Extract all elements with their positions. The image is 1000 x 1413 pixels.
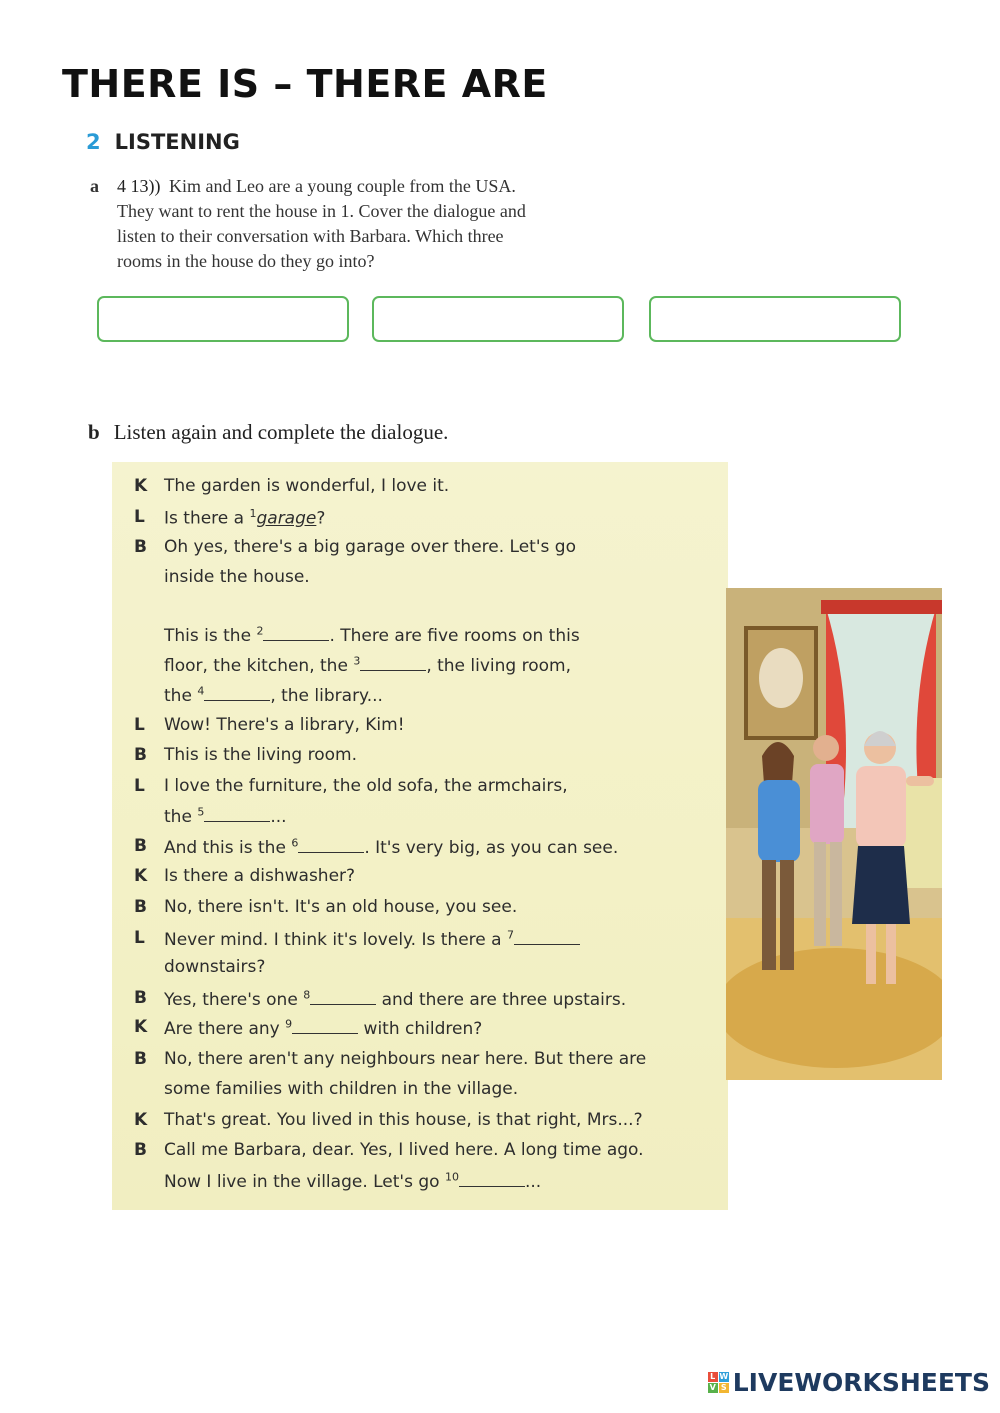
dialogue-text-part: Call me Barbara, dear. Yes, I lived here. A long time ago.	[164, 1140, 644, 1160]
page-title: THERE IS – THERE ARE	[62, 62, 548, 106]
dialogue-text-part: ...	[270, 807, 287, 827]
illustration-house-tour	[726, 588, 942, 1080]
gap-number: 7	[506, 928, 514, 942]
dialogue-text	[164, 957, 265, 977]
gap-number: 5	[197, 805, 205, 819]
dialogue-text	[164, 805, 287, 827]
task-b-letter: b	[88, 420, 100, 444]
gap-number: 3	[353, 654, 361, 668]
dialogue-text-part: That's great. You lived in this house, is that right, Mrs...?	[164, 1110, 643, 1130]
audio-track-number: 4 13	[117, 176, 149, 196]
dialogue-text	[164, 928, 580, 950]
gap-number: 10	[444, 1170, 459, 1184]
speaker-label: B	[134, 988, 147, 1008]
dialogue-text-part: Now I live in the village. Let's go	[164, 1172, 445, 1192]
answer-box-2[interactable]	[372, 296, 624, 342]
logo-text: LIVEWORKSHEETS	[732, 1368, 990, 1397]
illustration-svg	[726, 588, 942, 1080]
audio-track-icon: 4 13))	[117, 176, 161, 196]
dialogue-text	[164, 1017, 482, 1039]
speaker-label: K	[134, 1110, 148, 1130]
gap-number: 6	[291, 836, 299, 850]
dialogue-text-part: This is the	[164, 626, 257, 646]
gap-number: 2	[256, 624, 264, 638]
speaker-label: B	[134, 745, 147, 765]
dialogue-text-part: ...	[524, 1172, 542, 1192]
gap-input[interactable]	[292, 1017, 358, 1034]
dialogue-text	[164, 654, 571, 676]
dialogue-text	[164, 1170, 541, 1192]
gap-input[interactable]	[298, 836, 364, 853]
dialogue-text-part: the	[164, 807, 198, 827]
task-a-line-3: listen to their conversation with Barbara. Which three	[117, 226, 504, 246]
speaker-label: K	[134, 476, 148, 496]
task-b-instructions	[88, 420, 448, 445]
dialogue-text-part: inside the house.	[164, 567, 310, 587]
dialogue-text	[164, 1079, 518, 1099]
dialogue-text	[164, 476, 449, 496]
dialogue-text-part: the	[164, 686, 198, 706]
dialogue-text-part: Yes, there's one	[164, 990, 304, 1010]
gap-input[interactable]	[310, 988, 376, 1005]
answer-box-3[interactable]	[649, 296, 901, 342]
speaker-label: L	[134, 776, 145, 796]
answer-box-1[interactable]	[97, 296, 349, 342]
dialogue-text	[164, 624, 580, 646]
gap-input[interactable]	[459, 1170, 525, 1187]
gap-number: 8	[303, 988, 311, 1002]
task-a-line-4: rooms in the house do they go into?	[117, 251, 375, 271]
dialogue-text	[164, 836, 618, 858]
gap-input[interactable]	[204, 805, 270, 822]
dialogue-text-part: , the living room,	[426, 656, 572, 676]
dialogue-text	[164, 1110, 643, 1130]
gap-number: 1	[249, 507, 257, 520]
dialogue-text-part: floor, the kitchen, the	[164, 656, 354, 676]
task-a-line-1: Kim and Leo are a young couple from the USA.	[169, 176, 516, 196]
speaker-label: L	[134, 715, 145, 735]
speaker-label: B	[134, 897, 147, 917]
section-heading	[86, 130, 240, 154]
speaker-label: K	[134, 1017, 148, 1037]
dialogue-text	[164, 1049, 646, 1069]
gap-input[interactable]	[263, 624, 329, 641]
dialogue-text-part: The garden is wonderful, I love it.	[164, 476, 450, 496]
speaker-label: K	[134, 866, 148, 886]
dialogue-text	[164, 684, 383, 706]
dialogue-text	[164, 897, 517, 917]
dialogue-text-part: downstairs?	[164, 957, 266, 977]
task-a-instructions	[90, 174, 630, 274]
speaker-label: B	[134, 1049, 147, 1069]
section-label: LISTENING	[114, 130, 240, 154]
dialogue-text-part: No, there isn't. It's an old house, you see.	[164, 897, 518, 917]
dialogue-text-part: Oh yes, there's a big garage over there. Let's go	[164, 537, 576, 557]
task-b-text: Listen again and complete the dialogue.	[113, 420, 449, 444]
dialogue-text-part: I love the furniture, the old sofa, the armchairs,	[164, 776, 568, 796]
dialogue-text	[164, 537, 576, 557]
task-a-letter: a	[90, 176, 99, 196]
dialogue-text-part: No, there aren't any neighbours near here. But there are	[164, 1049, 647, 1069]
task-a-line-2: They want to rent the house in 1. Cover the dialogue and	[117, 201, 526, 221]
dialogue-text	[164, 567, 310, 587]
dialogue-text-part: This is the living room.	[164, 745, 358, 765]
dialogue-text-part: Are there any	[164, 1019, 286, 1039]
gap-number: 4	[197, 684, 205, 698]
logo-mark-icon: L W V S	[709, 1372, 729, 1392]
dialogue-text-part: , the library...	[270, 686, 383, 706]
dialogue-text	[164, 776, 568, 796]
gap-number: 9	[285, 1017, 293, 1031]
dialogue-text	[164, 988, 626, 1010]
dialogue-text-part: some families with children in the village.	[164, 1079, 519, 1099]
dialogue-text	[164, 715, 405, 735]
dialogue-text-part: with children?	[358, 1019, 483, 1039]
example-answer: garage	[256, 508, 317, 529]
gap-input[interactable]	[514, 928, 580, 945]
dialogue-text-part: . It's very big, as you can see.	[364, 838, 619, 858]
dialogue-text-part: and there are three upstairs.	[376, 990, 627, 1010]
dialogue-text-part: And this is the	[164, 838, 292, 858]
speaker-label: B	[134, 836, 147, 856]
dialogue-text-part: . There are five rooms on this	[329, 626, 580, 646]
speaker-label: L	[134, 507, 145, 527]
dialogue-text	[164, 866, 355, 886]
speaker-label: B	[134, 537, 147, 557]
dialogue-text	[164, 745, 357, 765]
dialogue-text-part: Is there a	[164, 508, 250, 529]
speaker-label: L	[134, 928, 145, 948]
dialogue-text	[164, 507, 325, 529]
dialogue-text-part: Wow! There's a library, Kim!	[164, 715, 405, 735]
dialogue-text-part: Is there a dishwasher?	[164, 866, 356, 886]
dialogue-text-part: Never mind. I think it's lovely. Is there a	[164, 930, 507, 950]
gap-input[interactable]	[360, 654, 426, 671]
gap-input[interactable]	[204, 684, 270, 701]
speaker-label: B	[134, 1140, 147, 1160]
dialogue-text-part: ?	[316, 508, 326, 529]
liveworksheets-logo	[708, 1368, 990, 1397]
section-number: 2	[86, 130, 101, 154]
dialogue-text	[164, 1140, 644, 1160]
